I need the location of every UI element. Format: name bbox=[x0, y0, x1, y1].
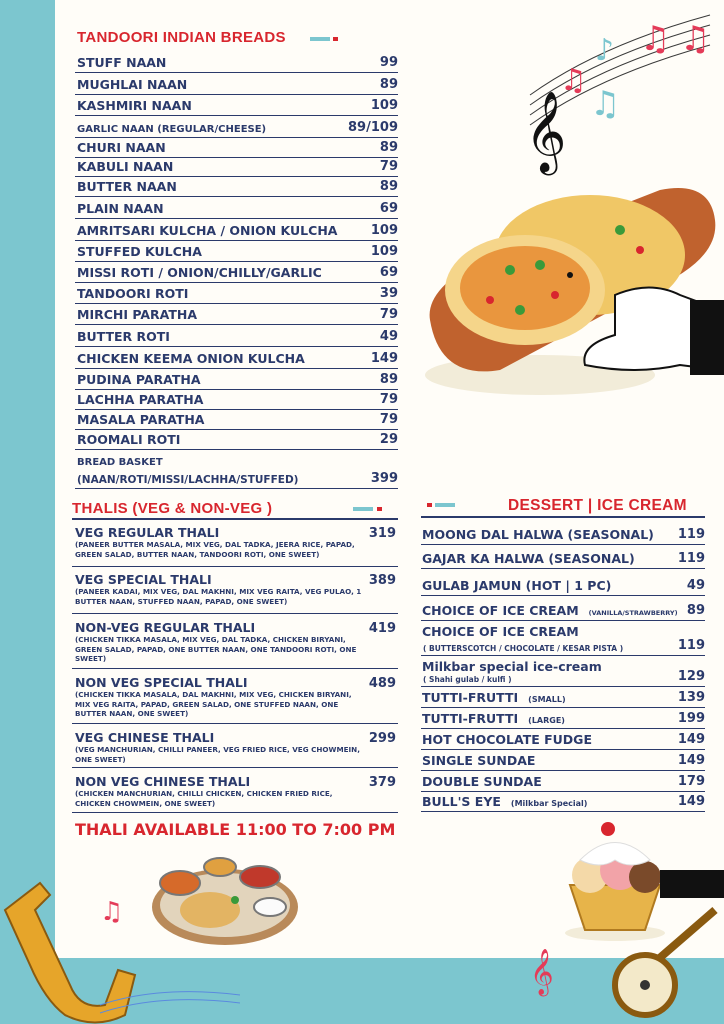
title-divider bbox=[421, 516, 705, 518]
naan-board-illustration bbox=[420, 170, 720, 410]
banjo-illustration bbox=[530, 905, 724, 1024]
saxophone-illustration bbox=[0, 875, 150, 1024]
thali-availability: THALI AVAILABLE 11:00 TO 7:00 PM bbox=[75, 820, 396, 839]
item-name-text: TUTTI-FRUTTI bbox=[422, 690, 519, 705]
svg-text:♪: ♪ bbox=[595, 33, 615, 68]
item-price: 79 bbox=[379, 159, 398, 174]
bread-item bbox=[75, 303, 398, 325]
item-price: 89 bbox=[686, 603, 705, 618]
thali-price: 379 bbox=[368, 775, 396, 790]
item-subtext: ( Shahi gulab / kulfi ) bbox=[423, 675, 512, 684]
item-price: 79 bbox=[379, 412, 398, 427]
item-name bbox=[422, 578, 611, 593]
item-price: 49 bbox=[686, 578, 705, 593]
thali-item bbox=[72, 618, 398, 669]
item-name-text: DOUBLE SUNDAE bbox=[422, 774, 542, 789]
item-name: MUGHLAI NAAN bbox=[77, 77, 188, 92]
item-name: KASHMIRI NAAN bbox=[77, 98, 192, 113]
item-note: (SMALL) bbox=[528, 695, 566, 704]
item-note: (VANILLA/STRAWBERRY) bbox=[588, 609, 678, 617]
dessert-item bbox=[421, 728, 705, 750]
item-subtext: (NAAN/ROTI/MISSI/LACHHA/STUFFED) bbox=[77, 474, 299, 486]
item-price: 109 bbox=[370, 244, 398, 259]
item-name: STUFFED KULCHA bbox=[77, 244, 202, 259]
item-name: PLAIN NAAN bbox=[77, 201, 164, 216]
bread-item bbox=[75, 324, 398, 347]
title-decoration bbox=[435, 503, 455, 507]
bread-item bbox=[75, 409, 398, 430]
dessert-item bbox=[421, 520, 705, 545]
item-name: LACHHA PARATHA bbox=[77, 392, 204, 407]
svg-text:♫: ♫ bbox=[590, 84, 621, 124]
item-name: PUDINA PARATHA bbox=[77, 372, 201, 387]
bread-item bbox=[75, 240, 398, 262]
item-name: BREAD BASKET bbox=[77, 457, 163, 468]
breads-title: TANDOORI INDIAN BREADS bbox=[77, 29, 286, 46]
dessert-item bbox=[421, 620, 705, 656]
svg-text:𝄞: 𝄞 bbox=[530, 949, 554, 995]
thali-price: 489 bbox=[368, 676, 396, 691]
thali-description: (CHICKEN TIKKA MASALA, MIX VEG, DAL TADKA, CHICKEN BIRYANI, GREEN SALAD, PAPAD, ONE BUTTER NAAN, ONE TANDOORI ROTI, ONE SWEET) bbox=[75, 635, 357, 663]
item-name: AMRITSARI KULCHA / ONION KULCHA bbox=[77, 223, 338, 238]
item-price: 69 bbox=[379, 201, 398, 216]
thali-name: VEG CHINESE THALI bbox=[75, 730, 215, 745]
item-price: 149 bbox=[677, 753, 705, 768]
item-price: 99 bbox=[379, 55, 398, 70]
item-price: 89 bbox=[379, 179, 398, 194]
item-price: 129 bbox=[677, 669, 705, 684]
bread-item bbox=[75, 52, 398, 73]
thalis-title: THALIS (VEG & NON-VEG ) bbox=[72, 500, 273, 517]
thali-item bbox=[72, 673, 398, 724]
thali-item bbox=[72, 728, 398, 768]
bread-item bbox=[75, 196, 398, 219]
item-name: CHURI NAAN bbox=[77, 140, 166, 155]
title-decoration bbox=[310, 37, 330, 41]
svg-text:♫: ♫ bbox=[100, 897, 124, 927]
item-name-text: TUTTI-FRUTTI bbox=[422, 711, 519, 726]
item-price: 109 bbox=[370, 98, 398, 113]
item-name: CHICKEN KEEMA ONION KULCHA bbox=[77, 351, 305, 366]
item-name: GARLIC NAAN (REGULAR/CHEESE) bbox=[77, 124, 267, 135]
item-price: 199 bbox=[677, 711, 705, 726]
item-name bbox=[422, 711, 565, 726]
title-divider bbox=[72, 518, 398, 520]
thali-name: NON VEG CHINESE THALI bbox=[75, 774, 251, 789]
bread-item bbox=[75, 115, 398, 138]
dessert-item bbox=[421, 707, 705, 729]
item-note: (Milkbar Special) bbox=[510, 799, 588, 808]
desserts-title: DESSERT | ICE CREAM bbox=[508, 497, 687, 514]
item-name: MASALA PARATHA bbox=[77, 412, 205, 427]
item-name: KABULI NAAN bbox=[77, 159, 174, 174]
title-decoration bbox=[333, 37, 338, 41]
item-name bbox=[422, 527, 654, 542]
item-name-text: CHOICE OF ICE CREAM bbox=[422, 603, 579, 618]
svg-text:♫: ♫ bbox=[560, 63, 587, 98]
item-price: 139 bbox=[677, 690, 705, 705]
title-decoration bbox=[377, 507, 382, 511]
item-name bbox=[422, 551, 635, 566]
svg-text:♫: ♫ bbox=[680, 19, 711, 59]
thali-description: (PANEER BUTTER MASALA, MIX VEG, DAL TADKA, JEERA RICE, PAPAD, GREEN SALAD, BUTTER NAAN, TANDOORI ROTI, ONE SWEET) bbox=[75, 540, 355, 559]
thali-name: NON VEG SPECIAL THALI bbox=[75, 675, 248, 690]
item-price: 69 bbox=[379, 265, 398, 280]
dessert-item bbox=[421, 595, 705, 621]
dessert-item bbox=[421, 770, 705, 792]
thali-price: 319 bbox=[368, 526, 396, 541]
bread-item bbox=[75, 72, 398, 95]
thali-item bbox=[72, 772, 398, 813]
dessert-item bbox=[421, 686, 705, 708]
item-name-text: GAJAR KA HALWA (SEASONAL) bbox=[422, 551, 635, 566]
item-name-text: MOONG DAL HALWA (SEASONAL) bbox=[422, 527, 654, 542]
thali-description: (VEG MANCHURIAN, CHILLI PANEER, VEG FRIED RICE, VEG CHOWMEIN, ONE SWEET) bbox=[75, 745, 360, 764]
item-name: BUTTER ROTI bbox=[77, 329, 170, 344]
item-price: 119 bbox=[677, 527, 705, 542]
item-name bbox=[422, 659, 602, 674]
item-price: 149 bbox=[677, 794, 705, 809]
bread-item bbox=[75, 368, 398, 390]
item-name-text: CHOICE OF ICE CREAM bbox=[422, 624, 579, 639]
dessert-item bbox=[421, 791, 705, 812]
item-price: 179 bbox=[677, 774, 705, 789]
item-price: 29 bbox=[379, 432, 398, 447]
item-name: STUFF NAAN bbox=[77, 55, 167, 70]
thali-price: 419 bbox=[368, 621, 396, 636]
thali-name: NON-VEG REGULAR THALI bbox=[75, 620, 256, 635]
item-note: (LARGE) bbox=[528, 716, 565, 725]
item-price: 89 bbox=[379, 140, 398, 155]
item-price: 79 bbox=[379, 392, 398, 407]
item-price: 399 bbox=[370, 471, 398, 486]
item-name: MIRCHI PARATHA bbox=[77, 307, 198, 322]
item-name bbox=[422, 774, 542, 789]
thali-item bbox=[72, 523, 398, 567]
item-price: 79 bbox=[379, 307, 398, 322]
thali-name: VEG SPECIAL THALI bbox=[75, 572, 212, 587]
item-name-text: BULL'S EYE bbox=[422, 794, 501, 809]
svg-text:𝄞: 𝄞 bbox=[525, 90, 567, 172]
item-name-text: SINGLE SUNDAE bbox=[422, 753, 536, 768]
bread-item bbox=[75, 261, 398, 283]
item-name bbox=[422, 624, 579, 639]
item-price: 49 bbox=[379, 329, 398, 344]
svg-text:♫: ♫ bbox=[570, 986, 590, 1011]
title-decoration bbox=[353, 507, 373, 511]
item-name bbox=[422, 794, 587, 809]
item-name bbox=[422, 753, 535, 768]
item-price: 109 bbox=[370, 223, 398, 238]
item-name: MISSI ROTI / ONION/CHILLY/GARLIC bbox=[77, 265, 322, 280]
bread-item bbox=[75, 157, 398, 177]
item-subtext: ( BUTTERSCOTCH / CHOCOLATE / KESAR PISTA ) bbox=[423, 644, 624, 653]
item-price: 119 bbox=[677, 638, 705, 653]
item-price: 149 bbox=[677, 732, 705, 747]
item-price: 119 bbox=[677, 551, 705, 566]
dessert-item bbox=[421, 655, 705, 687]
thali-name: VEG REGULAR THALI bbox=[75, 525, 220, 540]
thali-price: 299 bbox=[368, 731, 396, 746]
item-price: 89 bbox=[379, 372, 398, 387]
bread-item bbox=[75, 218, 398, 241]
bread-item bbox=[75, 389, 398, 410]
thali-description: (CHICKEN TIKKA MASALA, DAL MAKHNI, MIX VEG, CHICKEN BIRYANI, MIX VEG RAITA, PAPAD, GREEN SALAD, ONE STUFFED NAAN, ONE BUTTER NAAN, ONE SWEET) bbox=[75, 690, 352, 718]
item-name bbox=[422, 690, 566, 705]
thali-price: 389 bbox=[368, 573, 396, 588]
item-price: 149 bbox=[370, 351, 398, 366]
thali-description: (PANEER KADAI, MIX VEG, DAL MAKHNI, MIX VEG RAITA, VEG PULAO, 1 BUTTER NAAN, STUFFED NAAN, PAPAD, ONE SWEET) bbox=[75, 587, 362, 606]
item-name-text: Milkbar special ice-cream bbox=[422, 659, 602, 674]
item-name: ROOMALI ROTI bbox=[77, 432, 181, 447]
bread-item bbox=[75, 176, 398, 197]
bread-item bbox=[75, 346, 398, 369]
music-notes-illustration bbox=[520, 5, 720, 175]
bread-item bbox=[75, 282, 398, 304]
bread-item bbox=[75, 449, 398, 489]
svg-text:♫: ♫ bbox=[640, 19, 671, 59]
item-price: 89 bbox=[379, 77, 398, 92]
dessert-item bbox=[421, 749, 705, 771]
item-name bbox=[422, 732, 592, 747]
item-name-text: GULAB JAMUN (HOT | 1 PC) bbox=[422, 578, 612, 593]
bread-item bbox=[75, 137, 398, 158]
item-price: 39 bbox=[379, 286, 398, 301]
item-name: BUTTER NAAN bbox=[77, 179, 177, 194]
item-name bbox=[422, 603, 678, 618]
thali-item bbox=[72, 570, 398, 614]
thali-description: (CHICKEN MANCHURIAN, CHILLI CHICKEN, CHICKEN FRIED RICE, CHICKEN CHOWMEIN, ONE SWEET) bbox=[75, 789, 333, 808]
item-name: TANDOORI ROTI bbox=[77, 286, 189, 301]
item-name-text: HOT CHOCOLATE FUDGE bbox=[422, 732, 592, 747]
thali-plate-illustration bbox=[150, 855, 300, 950]
item-price: 89/109 bbox=[348, 120, 398, 135]
bread-item bbox=[75, 94, 398, 116]
dessert-item bbox=[421, 568, 705, 596]
dessert-item bbox=[421, 544, 705, 569]
bread-item bbox=[75, 429, 398, 450]
title-decoration bbox=[427, 503, 432, 507]
